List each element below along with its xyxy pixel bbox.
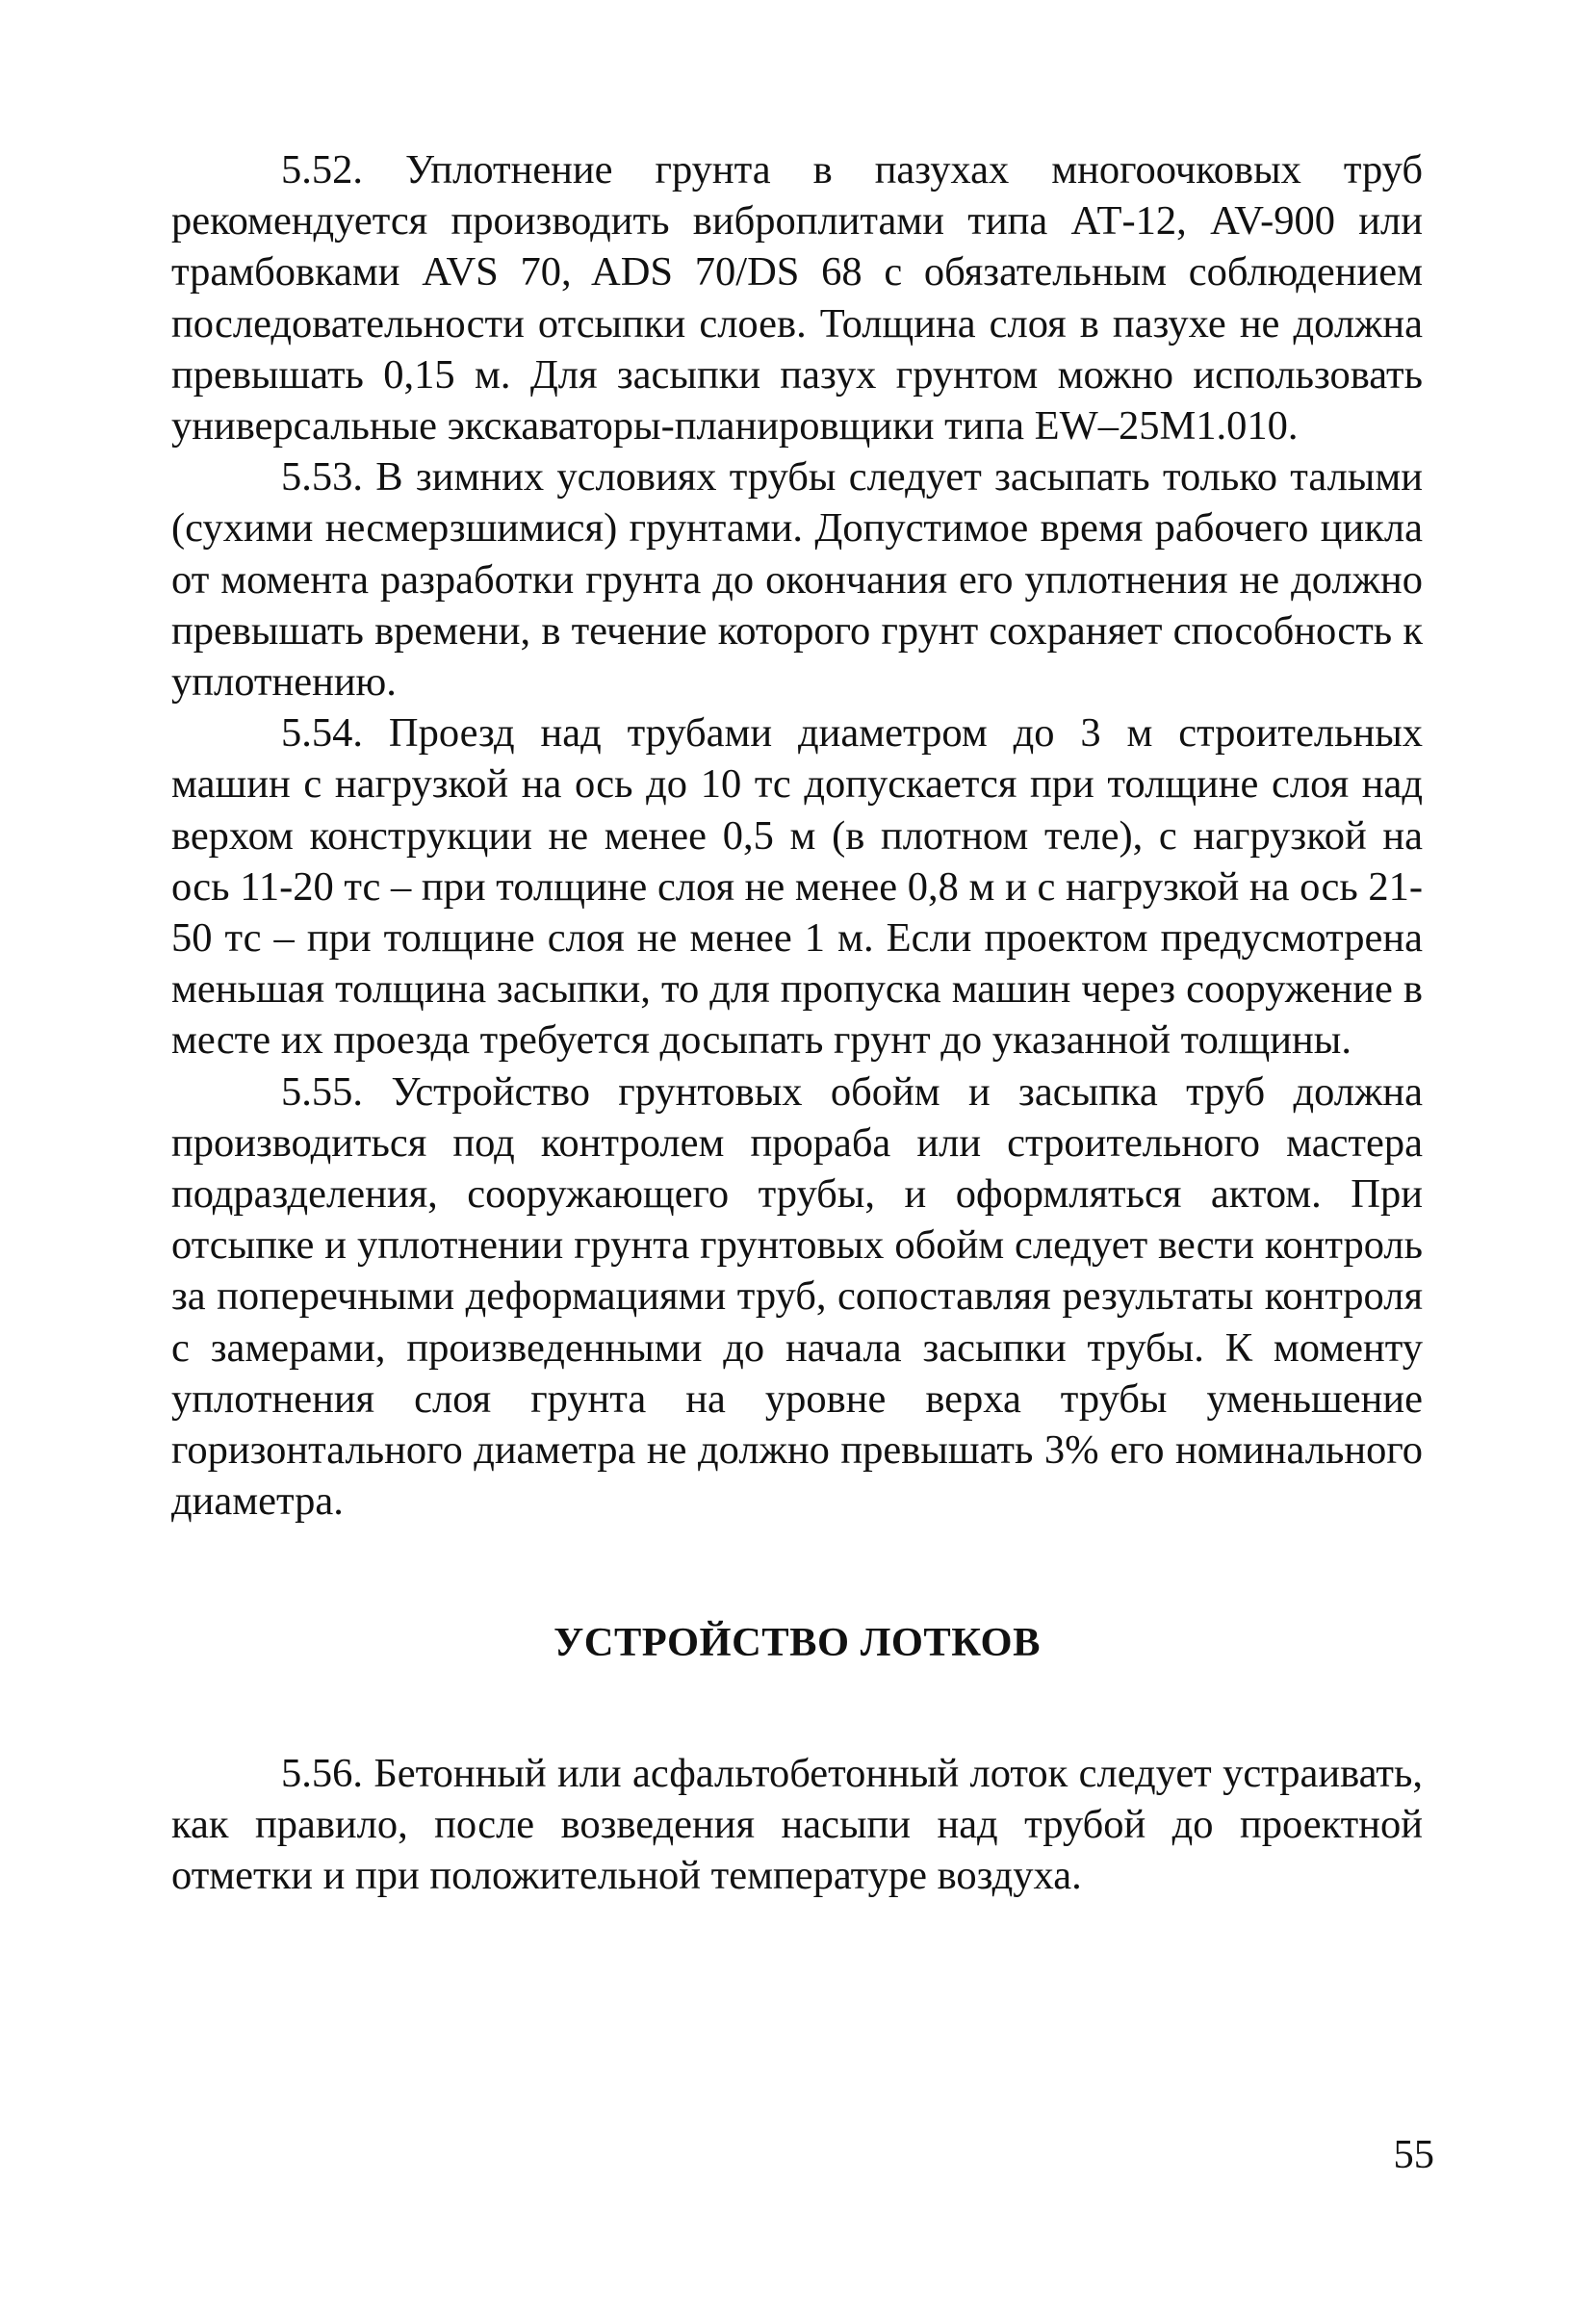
section-heading: УСТРОЙСТВО ЛОТКОВ: [553, 1620, 1041, 1666]
document-page: [171, 144, 1423, 1901]
paragraph-5-56: 5.56. Бетонный или асфальтобетонный лоток следует устраивать, как правило, после возведения насыпи над трубой до проектной отметки и при положительной температуре воздуха.: [171, 1750, 1423, 1899]
paragraph-5-52: 5.52. Уплотнение грунта в пазухах многоочковых труб рекомендуется производить виброплитами типа АТ-12, AV-900 или трамбовками AVS 70, ADS 70/DS 68 с обязательным соблюдением последовательности отсыпки слоев. Толщина слоя в пазухе не должна превышать 0,15 м. Для засыпки пазух грунтом можно использовать универсальные экскаваторы-планировщики типа EW–25M1.010.: [171, 147, 1423, 450]
paragraph-5-55: 5.55. Устройство грунтовых обойм и засыпка труб должна производиться под контролем прораба или строительного мастера подразделения, сооружающего трубы, и оформляться актом. При отсыпке и уплотнении грунта грунтовых обойм следует вести контроль за поперечными деформациями труб, сопоставляя результаты контроля с замерами, произведенными до начала засыпки трубы. К моменту уплотнения слоя грунта на уровне верха трубы уменьшение горизонтального диаметра не должно превышать 3% его номинального диаметра.: [171, 1068, 1423, 1525]
page-number: 55: [1393, 2132, 1434, 2177]
paragraph-5-53: 5.53. В зимних условиях трубы следует засыпать только талыми (сухими несмерзшимися) грунтами. Допустимое время рабочего цикла от момента разработки грунта до окончания его уплотнения не должно превышать времени, в течение которого грунт сохраняет способность к уплотнению.: [171, 454, 1423, 706]
paragraph-5-54: 5.54. Проезд над трубами диаметром до 3 м строительных машин с нагрузкой на ось до 10 тс допускается при толщине слоя над верхом конструкции не менее 0,5 м (в плотном теле), с нагрузкой на ось 11-20 тс – при толщине слоя не менее 0,8 м и с нагрузкой на ось 21-50 тс – при толщине слоя не менее 1 м. Если проектом предусмотрена меньшая толщина засыпки, то для пропуска машин через сооружение в месте их проезда требуется досыпать грунт до указанной толщины.: [171, 710, 1423, 1064]
